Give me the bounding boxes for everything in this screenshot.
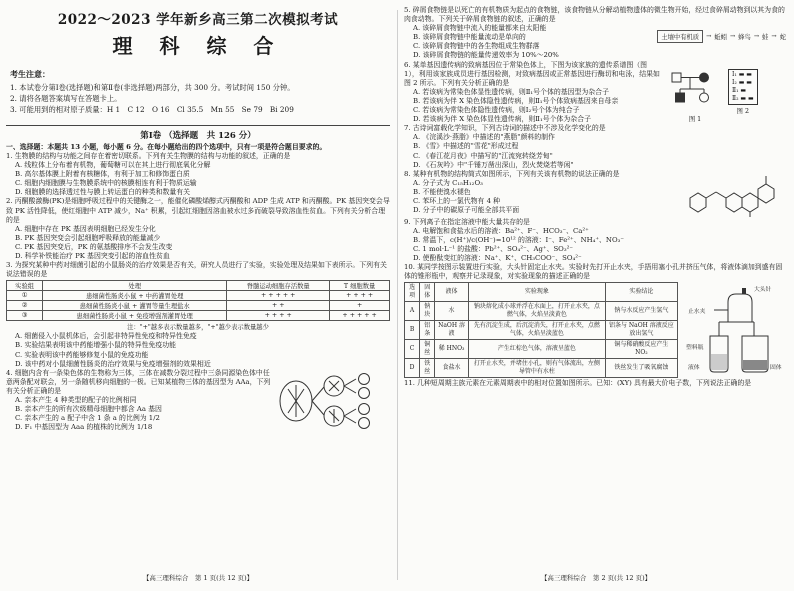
question-stem: 3. 为探究某种中药对细菌引起的小鼠肠炎的治疗效果是否有关，研究人员进行了实验，实验处理及结果如下表所示。下列有关说法错误的是	[6, 261, 387, 279]
table-cell: ②	[7, 301, 43, 311]
experiment-table	[404, 282, 678, 378]
table-note: 注："+"越多表示数量越多，"+"越少表示数量越少	[127, 324, 269, 332]
table-row	[7, 301, 390, 311]
gel-row-label: Ⅱ₂	[732, 94, 739, 102]
apparatus-label: 塑料瓶	[686, 345, 704, 352]
table-cell: C	[405, 340, 420, 359]
food-chain-node: 蜂鸟	[738, 34, 751, 42]
question-stem: 5. 碎屑食物链是以死亡的有机物质为起点的食物链，该食物链从分解动植物遗体的微生物开始，经过食碎屑动物到以其为食的肉食动物。下列关于碎屑食物链的叙述，正确的是	[404, 6, 785, 24]
page-divider	[397, 10, 398, 580]
table-cell: 铝条	[420, 321, 435, 340]
table-row	[405, 340, 678, 359]
question-stem: 6. 某单基因遗传病的致病基因位于常染色体上，下图为该家族的遗传系谱图（图 1），利用该家族成员进行基因检测，对致病基因或正常基因进行酶切和电泳，结果如图 2 所示。下列有关分析正确的是	[404, 60, 660, 87]
table-cell: 铜丝	[420, 340, 435, 359]
table-header: 固体	[420, 283, 435, 302]
table-cell: B	[405, 321, 420, 340]
table-row	[405, 302, 678, 321]
table-header: 脊髓运动细胞存活数量	[227, 281, 330, 291]
answer-option: A. 若该病为常染色体显性遗传病，则Ⅱ₁号个体的基因型为杂合子	[413, 87, 609, 96]
answer-option: D. F₁ 中基因型为 Aaa 的植株的比例为 1/18	[15, 423, 153, 432]
apparatus-label: 大头针	[754, 287, 772, 294]
question-stem: 10. 某同学按图示装置进行实验，大头针固定止水夹。实验时先打开止水夹，手捂用塞小孔并挤压气体，将液体滴加到盛有固体的锥形瓶中，观察并记录现象，对实验现象的描述正确的是	[404, 263, 783, 281]
pedigree-diagram	[666, 69, 724, 109]
answer-option: C. 1 mol·L⁻¹ 的盐酸：Pb²⁺、SO₄²⁻、Ag⁺、SO₃²⁻	[413, 244, 573, 253]
table-header: 液体	[435, 283, 469, 302]
table-cell: 铁丝	[420, 359, 435, 378]
table-header: 选项	[405, 283, 420, 302]
food-chain-node: 蛙	[762, 34, 769, 42]
gel-row-label: Ⅰ₁	[732, 70, 737, 78]
answer-option: B. 亲本产生的所有次级精母细胞中都含 Aa 基因	[15, 405, 162, 414]
gel-row-label: Ⅰ₂	[732, 78, 737, 86]
table-header: T 细胞数量	[330, 281, 390, 291]
answer-option: C. 《春江花月夜》中描写的"江流宛转绕芳甸"	[413, 151, 553, 160]
notice-item: 1. 本试卷分第Ⅰ卷(选择题)和第Ⅱ卷(非选择题)两部分，共 300 分。考试时间 150 分钟。	[10, 83, 295, 92]
answer-option: C. 若该病为常染色体隐性遗传病，则Ⅰ₂号个体为纯合子	[413, 106, 580, 115]
answer-option: B. 实验结果表明该中药能增强小鼠的特异性免疫功能	[15, 341, 177, 350]
answer-option: D. 科学补铁能治疗 PK 基因突变引起的溶血性贫血	[15, 252, 170, 261]
answer-option: A. 细菌侵入小鼠机体后，会引起非特异性免疫和特异性免疫	[15, 332, 197, 341]
table-cell: + +	[227, 301, 330, 311]
answer-option: A. 该碎屑食物链中流入的能量都来自太阳能	[413, 24, 547, 33]
figure-label: 图 1	[688, 115, 702, 123]
food-chain-node: 土壤中有机质	[657, 30, 703, 43]
answer-option: C. 亲本产生的 a 配子中含 1 条 a 的比例为 1/2	[15, 414, 160, 423]
page-footer: 【高三理科综合 第 1 页(共 12 页)】	[142, 574, 254, 582]
question-stem: 2. 丙酮酸激酶(PK)是细胞呼吸过程中的关键酶之一，能催化磷酸烯醇式丙酮酸和 ADP 生成 ATP 和丙酮酸。PK 基因突变会导致 PK 活性降低，使红细胞中 ATP 减少，Na⁺ 积累，引起红细胞因溶血被水过多而破裂导致溶血性贫血。下列有关分析合理的是	[6, 197, 390, 224]
table-cell: 铁丝发生了吸氧腐蚀	[605, 359, 677, 378]
question-stem: 9. 下列离子在指定溶液中能大量共存的是	[404, 217, 530, 226]
gel-row-label: Ⅱ₁	[732, 86, 739, 94]
table-cell: ①	[7, 291, 43, 301]
question-stem: 1. 生物膜的结构与功能之间存在着密切联系。下列有关生物膜的结构与功能的叙述，正确的是	[6, 152, 291, 160]
answer-option: D. 使酚酞变红的溶液：Na⁺、K⁺、CH₃COO⁻、SO₄²⁻	[413, 254, 582, 263]
question-stem: 4. 细胞内含有一条染色体的生物称为三体，三体在减数分裂过程中三条同源染色体中任意两条配对联会，另一条随机移向细胞的一极。已知某植物三体的基因型为 AAa，下列有关分析正确的是	[6, 368, 271, 395]
table-cell: + + + + +	[227, 291, 330, 301]
apparatus-diagram	[684, 282, 788, 378]
table-cell: 打开止水夹，并堵住小孔，则有气体流出，左侧导管中有水柱	[468, 359, 605, 378]
answer-option: A. 亲本产生 4 种类型的配子的比例相同	[15, 395, 137, 404]
table-cell: 患细菌性肠炎小鼠 + 免疫增强剂灌胃处理	[43, 311, 227, 321]
table-header: 实验现象	[468, 283, 605, 302]
table-header: 处理	[43, 281, 227, 291]
notice-title: 考生注意：	[10, 69, 50, 79]
table-cell: ③	[7, 311, 43, 321]
table-cell: D	[405, 359, 420, 378]
page-right	[404, 6, 788, 584]
answer-option: A. 《浣溪沙·燕脂》中描述的"燕脂"颜料的制作	[413, 133, 555, 142]
answer-option: B. 《雪》中描述的"雪花"形成过程	[413, 142, 519, 151]
apparatus-label: 固体	[770, 365, 782, 372]
answer-option: A. 分子式为 C₁₅H₁₂O₃	[413, 178, 483, 187]
table-cell: 钠与水反应产生氢气	[605, 302, 677, 321]
page-left	[6, 6, 390, 584]
meiosis-chromosome-diagram	[278, 373, 386, 429]
table-cell: 铝条与 NaOH 溶液反应放出氢气	[605, 321, 677, 340]
table-cell: 食盐水	[435, 359, 469, 378]
part-intro: 一、选择题：本题共 13 小题，每小题 6 分。在每小题给出的四个选项中，只有一项是符合题目要求的。	[6, 143, 327, 151]
answer-option: B. PK 基因突变会引起细胞呼吸释放的能量减少	[15, 233, 161, 242]
table-cell: 钠块	[420, 302, 435, 321]
table-cell: 患细菌性肠炎小鼠 + 中药灌胃处理	[43, 291, 227, 301]
answer-option: B. 该碎屑食物链中能量流动是单向的	[413, 33, 526, 42]
table-row	[405, 359, 678, 378]
table-cell: 水	[435, 302, 469, 321]
table-cell: + + + +	[330, 291, 390, 301]
question-stem: 8. 某种有机物的结构简式如图所示，下列有关该有机物的说法正确的是	[404, 169, 620, 178]
answer-option: D. 若该病为伴 X 染色体显性遗传病，则Ⅱ₁号个体为杂合子	[413, 115, 591, 124]
question-stem: 11. 几种短周期主族元素在元素周期表中的相对位置如图所示。已知：(XY) 具有最大价电子数，下列说法正确的是	[404, 379, 752, 388]
answer-option: A. 线粒体上分布着有机物，葡萄糖可以在其上进行彻底氧化分解	[15, 161, 211, 170]
answer-option: B. 高尔基体膜上附着有核糖体，有利于加工和修饰蛋白质	[15, 170, 190, 179]
table-cell: 先有沉淀生成，后沉淀消失，打开止水夹，点燃气体，火焰呈淡蓝色	[468, 321, 605, 340]
table-cell: 稀 HNO₃	[435, 340, 469, 359]
table-cell: 铜与稀硝酸反应产生 NO₂	[605, 340, 677, 359]
answer-option: A. 电解饱和食盐水后的溶液：Ba²⁺、F⁻、HCO₃⁻、Ca²⁺	[413, 226, 589, 235]
answer-option: C. 细胞内细胞膜与生物膜系统中的核膜相连有利于物质运输	[15, 179, 197, 188]
exam-title: 2022～2023 学年新乡高三第二次模拟考试	[57, 12, 339, 28]
apparatus-label: 液体	[688, 365, 700, 372]
question-stem: 7. 古诗词富载化学知识，下列古诗词的描述中不涉及化学变化的是	[404, 124, 606, 133]
answer-option: C. 实验表明该中药能够修复小鼠的免疫功能	[15, 350, 149, 359]
organic-structure-diagram	[680, 170, 788, 218]
table-cell: +	[330, 301, 390, 311]
food-chain-node: 蚯蚓	[714, 34, 727, 42]
table-cell: NaOH 溶液	[435, 321, 469, 340]
page-footer: 【高三理科综合 第 2 页(共 12 页)】	[540, 574, 652, 582]
table-header: 实验结论	[605, 283, 677, 302]
table-cell: 患细菌性肠炎小鼠 + 灌胃等量生理盐水	[43, 301, 227, 311]
answer-option: C. 该碎屑食物链中的各生物组成生物群落	[413, 42, 540, 51]
table-row	[7, 311, 390, 321]
table-cell: + + + + +	[330, 311, 390, 321]
table-row	[7, 291, 390, 301]
table-cell: 产生红棕色气体，溶液呈蓝色	[468, 340, 605, 359]
table-cell: A	[405, 302, 420, 321]
figure-label: 图 2	[736, 107, 749, 115]
gel-electrophoresis-diagram: Ⅰ₁ ▬ ▬ Ⅰ₂ ▬ ▬ Ⅱ₁ ▬ Ⅱ₂ ▬ ▬	[728, 69, 758, 105]
table-row	[405, 321, 678, 340]
answer-option: D. 细胞膜的选择透过性与膜上转运蛋白的种类和数量有关	[15, 188, 191, 197]
divider-line	[6, 125, 390, 126]
table-header: 实验组	[7, 281, 43, 291]
experiment-table	[6, 280, 390, 321]
apparatus-label: 止水夹	[688, 309, 706, 316]
answer-option: D. 分子中的碳原子可能全部共平面	[413, 206, 520, 215]
answer-option: D. 《石灰吟》中"千锤万凿出深山，烈火焚烧若等闲"	[413, 160, 574, 169]
answer-option: B. 常温下，c(H⁺)/c(OH⁻)=10¹² 的溶液：I⁻、Fe²⁺、NH₄⁺、NO₃⁻	[413, 235, 624, 244]
answer-option: D. 该碎屑食物链的能量传递效率为 10%～20%	[413, 51, 559, 60]
notice-item: 2. 请将各题答案填写在答题卡上。	[10, 94, 122, 103]
answer-option: B. 若该病为伴 X 染色体隐性遗传病，则Ⅱ₁号个体致病基因来自母亲	[413, 96, 619, 105]
answer-option: B. 不能使溴水褪色	[413, 187, 471, 196]
answer-option: C. PK 基因突变后，PK 的氨基酸排序不会发生改变	[15, 242, 173, 251]
table-cell: + + + +	[227, 311, 330, 321]
answer-option: D. 该中药对小鼠细菌性肠炎的治疗效果与免疫增强剂的效果相近	[15, 359, 211, 368]
part-title: 第Ⅰ卷 （选择题 共 126 分）	[140, 131, 256, 141]
notice-item: 3. 可能用到的相对原子质量：H 1 C 12 O 16 Cl 35.5 Mn 55 Se 79 Bi 209	[10, 105, 294, 114]
answer-option: A. 细胞中存在 PK 基因表明细胞已经发生分化	[15, 224, 156, 233]
exam-subject: 理 科 综 合	[112, 34, 284, 58]
table-cell: 钠块熔化成小球并浮在水面上，打开止水夹，点燃气体，火焰呈淡黄色	[468, 302, 605, 321]
food-chain-node: 蛇	[779, 34, 786, 42]
food-chain-diagram: 土壤中有机质 → 蚯蚓 → 蜂鸟 → 蛙 → 蛇	[657, 30, 786, 43]
answer-option: C. 苯环上的一氯代物有 4 种	[413, 196, 501, 205]
